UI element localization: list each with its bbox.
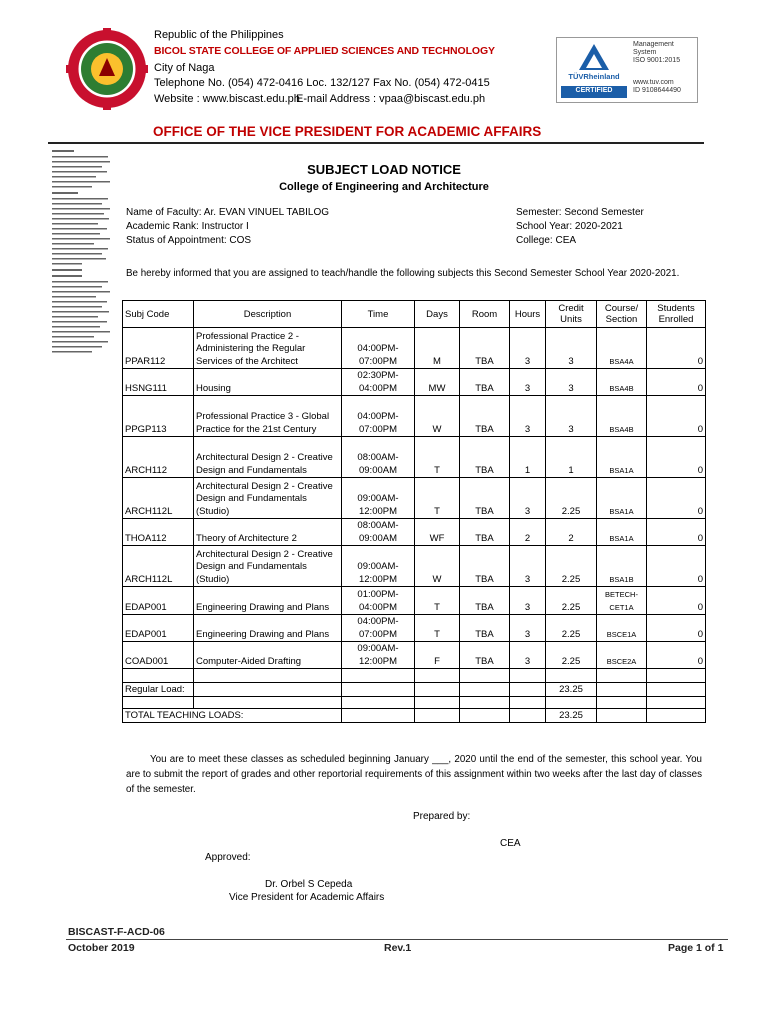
tuv-certified: CERTIFIED: [575, 87, 613, 94]
header-hours: Hours: [510, 301, 546, 328]
subject-description: Architectural Design 2 - Creative Design and Fundamentals: [194, 437, 342, 478]
subject-days: F: [415, 642, 460, 669]
subject-section: BETECH-CET1A: [597, 587, 647, 615]
table-row: [123, 546, 706, 587]
subject-room: TBA: [460, 478, 510, 519]
website-line: Website : www.biscast.edu.ph: [154, 93, 300, 105]
academic-rank: Academic Rank: Instructor I: [126, 221, 249, 232]
subject-hours: 3: [510, 642, 546, 669]
subject-description: Engineering Drawing and Plans: [194, 587, 342, 615]
subject-hours: 3: [510, 587, 546, 615]
subject-section: BSA1A: [597, 478, 647, 519]
approver-title: Vice President for Academic Affairs: [229, 892, 385, 903]
tuv-line5: ID 9108644490: [633, 87, 681, 94]
subject-description: Professional Practice 2 - Administering the Regular Services of the Architect: [194, 328, 342, 369]
approver-name: Dr. Orbel S Cepeda: [265, 879, 353, 890]
subject-room: TBA: [460, 615, 510, 642]
tuv-brand: TÜVRheinland: [568, 72, 620, 81]
subject-enrolled: 0: [647, 546, 706, 587]
subject-units: 2.25: [546, 478, 597, 519]
subject-enrolled: 0: [647, 369, 706, 396]
school-year: School Year: 2020-2021: [516, 221, 623, 232]
subject-hours: 3: [510, 478, 546, 519]
subject-days: T: [415, 437, 460, 478]
subject-days: W: [415, 546, 460, 587]
telephone-line: Telephone No. (054) 472-0416 Loc. 132/127 Fax No. (054) 472-0415: [154, 77, 490, 89]
subject-enrolled: 0: [647, 587, 706, 615]
subject-days: T: [415, 587, 460, 615]
header-days: Days: [415, 301, 460, 328]
subject-hours: 3: [510, 615, 546, 642]
table-header-row: [123, 301, 706, 328]
schedule-paragraph: You are to meet these classes as scheduled beginning January ___, 2020 until the end of the semester, this school year. You are to submit the report of grades and other reportorial requirements of this assignment within two weeks after the last day of classes of the semester.: [126, 754, 702, 795]
header-rule: [48, 142, 704, 144]
header-credit-units: Credit Units: [546, 301, 597, 328]
subject-units: 2: [546, 519, 597, 546]
subject-enrolled: 0: [647, 519, 706, 546]
faculty-name: Name of Faculty: Ar. EVAN VINUEL TABILOG: [126, 207, 330, 218]
subject-days: W: [415, 396, 460, 437]
subject-time: 09:00AM-12:00PM: [342, 546, 415, 587]
faculty-info-left: [126, 206, 329, 248]
subject-hours: 1: [510, 437, 546, 478]
subject-code: ARCH112L: [123, 546, 194, 587]
subject-section: BSA1B: [597, 546, 647, 587]
subject-room: TBA: [460, 437, 510, 478]
subject-room: TBA: [460, 396, 510, 437]
subject-time: 04:00PM-07:00PM: [342, 328, 415, 369]
subject-days: T: [415, 615, 460, 642]
subject-hours: 2: [510, 519, 546, 546]
subject-hours: 3: [510, 369, 546, 396]
page-number: Page 1 of 1: [668, 942, 724, 954]
footer-rule: [66, 939, 728, 940]
total-load-label: TOTAL TEACHING LOADS:: [123, 709, 342, 723]
subject-code: HSNG111: [123, 369, 194, 396]
tuv-line4: www.tuv.com: [633, 79, 674, 86]
total-load-row: [123, 709, 706, 723]
subject-units: 2.25: [546, 615, 597, 642]
document-title: SUBJECT LOAD NOTICE: [307, 162, 461, 177]
subject-enrolled: 0: [647, 642, 706, 669]
tuv-line1: Management: [633, 41, 674, 48]
college-logo: [66, 28, 148, 110]
table-row: [123, 396, 706, 437]
subject-room: TBA: [460, 587, 510, 615]
side-vision-mission-text: [52, 148, 114, 358]
subject-time: 04:00PM-07:00PM: [342, 615, 415, 642]
subject-section: BSA1A: [597, 437, 647, 478]
table-row: [123, 437, 706, 478]
certification-badge: [556, 37, 698, 103]
subject-time: 02:30PM-04:00PM: [342, 369, 415, 396]
subject-room: TBA: [460, 519, 510, 546]
regular-load-row: [123, 683, 706, 697]
header-students-enrolled: Students Enrolled: [647, 301, 706, 328]
subject-units: 3: [546, 369, 597, 396]
subject-code: ARCH112L: [123, 478, 194, 519]
subject-days: M: [415, 328, 460, 369]
table-row: [123, 587, 706, 615]
subject-section: BSA4A: [597, 328, 647, 369]
prepared-by-name: CEA: [500, 838, 521, 849]
subject-room: TBA: [460, 369, 510, 396]
college: College: CEA: [516, 235, 577, 246]
subject-room: TBA: [460, 642, 510, 669]
subject-time: 08:00AM-09:00AM: [342, 519, 415, 546]
prepared-by-label: Prepared by:: [413, 811, 471, 822]
header-room: Room: [460, 301, 510, 328]
table-row: [123, 519, 706, 546]
header-course-section: Course/ Section: [597, 301, 647, 328]
header-time: Time: [342, 301, 415, 328]
subject-code: ARCH112: [123, 437, 194, 478]
subject-section: BSCE2A: [597, 642, 647, 669]
subject-units: 2.25: [546, 642, 597, 669]
tuv-logo-icon: [561, 42, 627, 98]
subject-section: BSA1A: [597, 519, 647, 546]
table-row: [123, 478, 706, 519]
table-row: [123, 328, 706, 369]
form-date: October 2019: [68, 942, 135, 954]
subject-room: TBA: [460, 546, 510, 587]
subject-units: 2.25: [546, 546, 597, 587]
subject-hours: 3: [510, 396, 546, 437]
spacer-row: [123, 697, 706, 709]
subject-days: T: [415, 478, 460, 519]
subject-description: Architectural Design 2 - Creative Design and Fundamentals (Studio): [194, 546, 342, 587]
subject-room: TBA: [460, 328, 510, 369]
appointment-status: Status of Appointment: COS: [126, 235, 252, 246]
subject-code: PPAR112: [123, 328, 194, 369]
subject-enrolled: 0: [647, 615, 706, 642]
tuv-line2: System: [633, 49, 657, 56]
form-revision: Rev.1: [384, 942, 412, 954]
college-name: BICOL STATE COLLEGE OF APPLIED SCIENCES AND TECHNOLOGY: [154, 45, 495, 57]
regular-load-value: 23.25: [546, 683, 597, 697]
subject-days: MW: [415, 369, 460, 396]
table-row: [123, 615, 706, 642]
subject-section: BSA4B: [597, 369, 647, 396]
subject-description: Theory of Architecture 2: [194, 519, 342, 546]
office-title: OFFICE OF THE VICE PRESIDENT FOR ACADEMIC AFFAIRS: [153, 124, 542, 139]
subject-days: WF: [415, 519, 460, 546]
republic-line: Republic of the Philippines: [154, 29, 284, 41]
subject-hours: 3: [510, 328, 546, 369]
table-row: [123, 369, 706, 396]
regular-load-label: Regular Load:: [123, 683, 194, 697]
subject-time: 08:00AM-09:00AM: [342, 437, 415, 478]
subject-units: 3: [546, 328, 597, 369]
subject-time: 09:00AM-12:00PM: [342, 642, 415, 669]
subject-enrolled: 0: [647, 396, 706, 437]
table-row: [123, 642, 706, 669]
subject-time: 09:00AM-12:00PM: [342, 478, 415, 519]
tuv-line3: ISO 9001:2015: [633, 57, 681, 64]
subject-units: 2.25: [546, 587, 597, 615]
approved-label: Approved:: [205, 852, 251, 863]
subject-code: EDAP001: [123, 587, 194, 615]
total-load-value: 23.25: [546, 709, 597, 723]
subject-section: BSCE1A: [597, 615, 647, 642]
subject-section: BSA4B: [597, 396, 647, 437]
subject-description: Engineering Drawing and Plans: [194, 615, 342, 642]
subject-code: COAD001: [123, 642, 194, 669]
subject-load-table: [122, 300, 706, 723]
subject-code: PPGP113: [123, 396, 194, 437]
tuv-details: [633, 41, 695, 95]
subject-time: 04:00PM-07:00PM: [342, 396, 415, 437]
subject-code: EDAP001: [123, 615, 194, 642]
subject-enrolled: 0: [647, 437, 706, 478]
faculty-info-right: [516, 206, 644, 248]
header-description: Description: [194, 301, 342, 328]
form-code: BISCAST-F-ACD-06: [68, 926, 165, 938]
intro-paragraph: Be hereby informed that you are assigned to teach/handle the following subjects this Second Semester School Year 2020-2021.: [126, 268, 680, 279]
subject-description: Professional Practice 3 - Global Practice for the 21st Century: [194, 396, 342, 437]
subject-description: Housing: [194, 369, 342, 396]
subject-enrolled: 0: [647, 478, 706, 519]
subject-code: THOA112: [123, 519, 194, 546]
subject-description: Computer-Aided Drafting: [194, 642, 342, 669]
subject-units: 3: [546, 396, 597, 437]
spacer-row: [123, 669, 706, 683]
header-subj-code: Subj Code: [123, 301, 194, 328]
subject-hours: 3: [510, 546, 546, 587]
semester: Semester: Second Semester: [516, 207, 644, 218]
subject-time: 01:00PM-04:00PM: [342, 587, 415, 615]
city-line: City of Naga: [154, 62, 215, 74]
email-line: E-mail Address : vpaa@biscast.edu.ph: [296, 93, 486, 105]
document-subtitle: College of Engineering and Architecture: [279, 181, 489, 193]
subject-enrolled: 0: [647, 328, 706, 369]
subject-description: Architectural Design 2 - Creative Design and Fundamentals (Studio): [194, 478, 342, 519]
subject-units: 1: [546, 437, 597, 478]
